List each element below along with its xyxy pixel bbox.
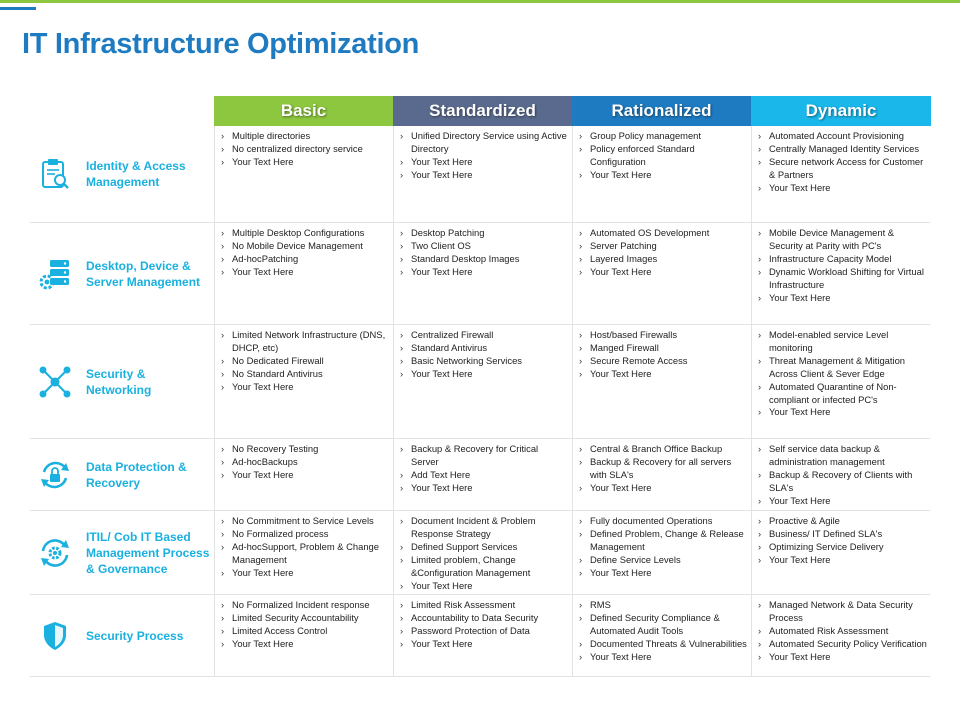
list-item: › Automated Risk Assessment xyxy=(758,625,927,638)
cell-standardized xyxy=(393,325,572,438)
list-item: › Accountability to Data Security xyxy=(400,612,568,625)
cell-standardized xyxy=(393,511,572,594)
list-item: › Your Text Here xyxy=(221,381,389,394)
list-item: › Ad-hocSupport, Problem & Change Management xyxy=(221,541,389,567)
column-header-dynamic: Dynamic xyxy=(751,96,931,126)
list-item: › Backup & Recovery for Critical Server xyxy=(400,443,568,469)
list-item: › Proactive & Agile xyxy=(758,515,927,528)
list-item: › Automated Quarantine of Non-compliant or infected PC's xyxy=(758,381,927,407)
cell-rationalized xyxy=(572,325,751,438)
list-item: › Threat Management & Mitigation Across Client & Sever Edge xyxy=(758,355,927,381)
list-item: › Infrastructure Capacity Model xyxy=(758,253,927,266)
row-label: Identity & Access Management xyxy=(86,159,186,189)
list-item: › Secure network Access for Customer & Partners xyxy=(758,156,927,182)
list-item: › Centralized Firewall xyxy=(400,329,568,342)
list-item: › Ad-hocPatching xyxy=(221,253,389,266)
list-item: › Limited Access Control xyxy=(221,625,389,638)
cell-dynamic xyxy=(751,595,931,676)
gear-cycle-icon xyxy=(38,536,72,570)
cell-basic xyxy=(214,223,393,324)
list-item: › Your Text Here xyxy=(400,266,568,279)
list-item: › Add Text Here xyxy=(400,469,568,482)
list-item: › Automated OS Development xyxy=(579,227,747,240)
list-item: › Your Text Here xyxy=(400,638,568,651)
list-item: › Model-enabled service Level monitoring xyxy=(758,329,927,355)
cell-rationalized xyxy=(572,439,751,510)
list-item: › Your Text Here xyxy=(221,638,389,651)
list-item: › RMS xyxy=(579,599,747,612)
list-item: › Multiple Desktop Configurations xyxy=(221,227,389,240)
list-item: › Layered Images xyxy=(579,253,747,266)
list-item: › Server Patching xyxy=(579,240,747,253)
list-item: › Password Protection of Data xyxy=(400,625,568,638)
cell-dynamic xyxy=(751,223,931,324)
list-item: › Your Text Here xyxy=(579,266,747,279)
list-item: › Your Text Here xyxy=(758,182,927,195)
table-row xyxy=(30,439,930,511)
network-nodes-icon xyxy=(38,365,72,399)
list-item: › Your Text Here xyxy=(400,156,568,169)
list-item: › Unified Directory Service using Active Directory xyxy=(400,130,568,156)
cell-standardized xyxy=(393,126,572,222)
list-item: › No Formalized process xyxy=(221,528,389,541)
row-label-cell xyxy=(30,439,214,510)
row-label-cell xyxy=(30,223,214,324)
list-item: › Desktop Patching xyxy=(400,227,568,240)
list-item: › Two Client OS xyxy=(400,240,568,253)
list-item: › Define Service Levels xyxy=(579,554,747,567)
column-header-rationalized: Rationalized xyxy=(572,96,751,126)
row-label-cell xyxy=(30,325,214,438)
table-row xyxy=(30,223,930,325)
list-item: › Fully documented Operations xyxy=(579,515,747,528)
list-item: › Your Text Here xyxy=(579,368,747,381)
list-item: › No Dedicated Firewall xyxy=(221,355,389,368)
list-item: › Limited problem, Change &Configuration Management xyxy=(400,554,568,580)
list-item: › Policy enforced Standard Configuration xyxy=(579,143,747,169)
list-item: › Central & Branch Office Backup xyxy=(579,443,747,456)
list-item: › Documented Threats & Vulnerabilities xyxy=(579,638,747,651)
list-item: › Secure Remote Access xyxy=(579,355,747,368)
list-item: › Your Text Here xyxy=(758,554,927,567)
list-item: › Limited Risk Assessment xyxy=(400,599,568,612)
list-item: › No Mobile Device Management xyxy=(221,240,389,253)
cell-standardized xyxy=(393,595,572,676)
column-headers xyxy=(214,96,930,126)
table-row xyxy=(30,126,930,223)
list-item: › Your Text Here xyxy=(221,266,389,279)
list-item: › Mobile Device Management & Security at Parity with PC's xyxy=(758,227,927,253)
row-label: Security Process xyxy=(86,628,184,643)
list-item: › Defined Security Compliance & Automated Audit Tools xyxy=(579,612,747,638)
shield-icon xyxy=(38,619,72,653)
list-item: › Basic Networking Services xyxy=(400,355,568,368)
top-accent xyxy=(0,7,36,10)
list-item: › No centralized directory service xyxy=(221,143,389,156)
top-rule xyxy=(0,0,960,3)
cell-basic xyxy=(214,325,393,438)
list-item: › Multiple directories xyxy=(221,130,389,143)
cell-dynamic xyxy=(751,439,931,510)
list-item: › Business/ IT Defined SLA's xyxy=(758,528,927,541)
cell-dynamic xyxy=(751,126,931,222)
list-item: › Dynamic Workload Shifting for Virtual Infrastructure xyxy=(758,266,927,292)
list-item: › Your Text Here xyxy=(579,567,747,580)
cell-standardized xyxy=(393,439,572,510)
cell-standardized xyxy=(393,223,572,324)
list-item: › No Formalized Incident response xyxy=(221,599,389,612)
cell-rationalized xyxy=(572,126,751,222)
column-header-standardized: Standardized xyxy=(393,96,572,126)
list-item: › Optimizing Service Delivery xyxy=(758,541,927,554)
page-title: IT Infrastructure Optimization xyxy=(22,28,420,60)
list-item: › Defined Problem, Change & Release Management xyxy=(579,528,747,554)
cell-rationalized xyxy=(572,595,751,676)
cell-basic xyxy=(214,439,393,510)
list-item: › Your Text Here xyxy=(400,482,568,495)
list-item: › Your Text Here xyxy=(400,368,568,381)
list-item: › Limited Network Infrastructure (DNS, DHCP, etc) xyxy=(221,329,389,355)
table-row xyxy=(30,511,930,595)
row-label-cell xyxy=(30,595,214,676)
list-item: › Defined Support Services xyxy=(400,541,568,554)
cell-dynamic xyxy=(751,325,931,438)
list-item: › No Commitment to Service Levels xyxy=(221,515,389,528)
list-item: › Your Text Here xyxy=(221,156,389,169)
list-item: › Self service data backup & administration management xyxy=(758,443,927,469)
table-row xyxy=(30,325,930,439)
list-item: › Your Text Here xyxy=(758,406,927,419)
cell-basic xyxy=(214,511,393,594)
list-item: › Document Incident & Problem Response Strategy xyxy=(400,515,568,541)
list-item: › No Recovery Testing xyxy=(221,443,389,456)
row-label: Security & Networking xyxy=(86,366,152,397)
list-item: › Your Text Here xyxy=(758,651,927,664)
column-header-basic: Basic xyxy=(214,96,393,126)
list-item: › Automated Account Provisioning xyxy=(758,130,927,143)
list-item: › Your Text Here xyxy=(758,292,927,305)
list-item: › Manged Firewall xyxy=(579,342,747,355)
list-item: › Standard Desktop Images xyxy=(400,253,568,266)
list-item: › Backup & Recovery of Clients with SLA's xyxy=(758,469,927,495)
row-label: Data Protection & Recovery xyxy=(86,459,187,490)
row-label-cell xyxy=(30,126,214,222)
maturity-table xyxy=(30,96,930,677)
lock-refresh-icon xyxy=(38,458,72,492)
list-item: › Your Text Here xyxy=(221,469,389,482)
list-item: › Group Policy management xyxy=(579,130,747,143)
list-item: › No Standard Antivirus xyxy=(221,368,389,381)
cell-dynamic xyxy=(751,511,931,594)
list-item: › Automated Security Policy Verification xyxy=(758,638,927,651)
cell-rationalized xyxy=(572,223,751,324)
list-item: › Your Text Here xyxy=(579,169,747,182)
list-item: › Your Text Here xyxy=(758,495,927,508)
cell-basic xyxy=(214,126,393,222)
cell-rationalized xyxy=(572,511,751,594)
table-row xyxy=(30,595,930,677)
server-gear-icon xyxy=(38,257,72,291)
list-item: › Centrally Managed Identity Services xyxy=(758,143,927,156)
list-item: › Managed Network & Data Security Process xyxy=(758,599,927,625)
clipboard-search-icon xyxy=(38,157,72,191)
list-item: › Ad-hocBackups xyxy=(221,456,389,469)
row-label-cell xyxy=(30,511,214,594)
list-item: › Your Text Here xyxy=(221,567,389,580)
list-item: › Your Text Here xyxy=(400,169,568,182)
list-item: › Host/based Firewalls xyxy=(579,329,747,342)
list-item: › Standard Antivirus xyxy=(400,342,568,355)
row-label: Desktop, Device & Server Management xyxy=(86,258,201,289)
row-label: ITIL/ Cob IT Based Management Process & Governance xyxy=(86,529,210,576)
list-item: › Backup & Recovery for all servers with SLA's xyxy=(579,456,747,482)
list-item: › Your Text Here xyxy=(400,580,568,593)
list-item: › Your Text Here xyxy=(579,482,747,495)
cell-basic xyxy=(214,595,393,676)
list-item: › Your Text Here xyxy=(579,651,747,664)
list-item: › Limited Security Accountability xyxy=(221,612,389,625)
